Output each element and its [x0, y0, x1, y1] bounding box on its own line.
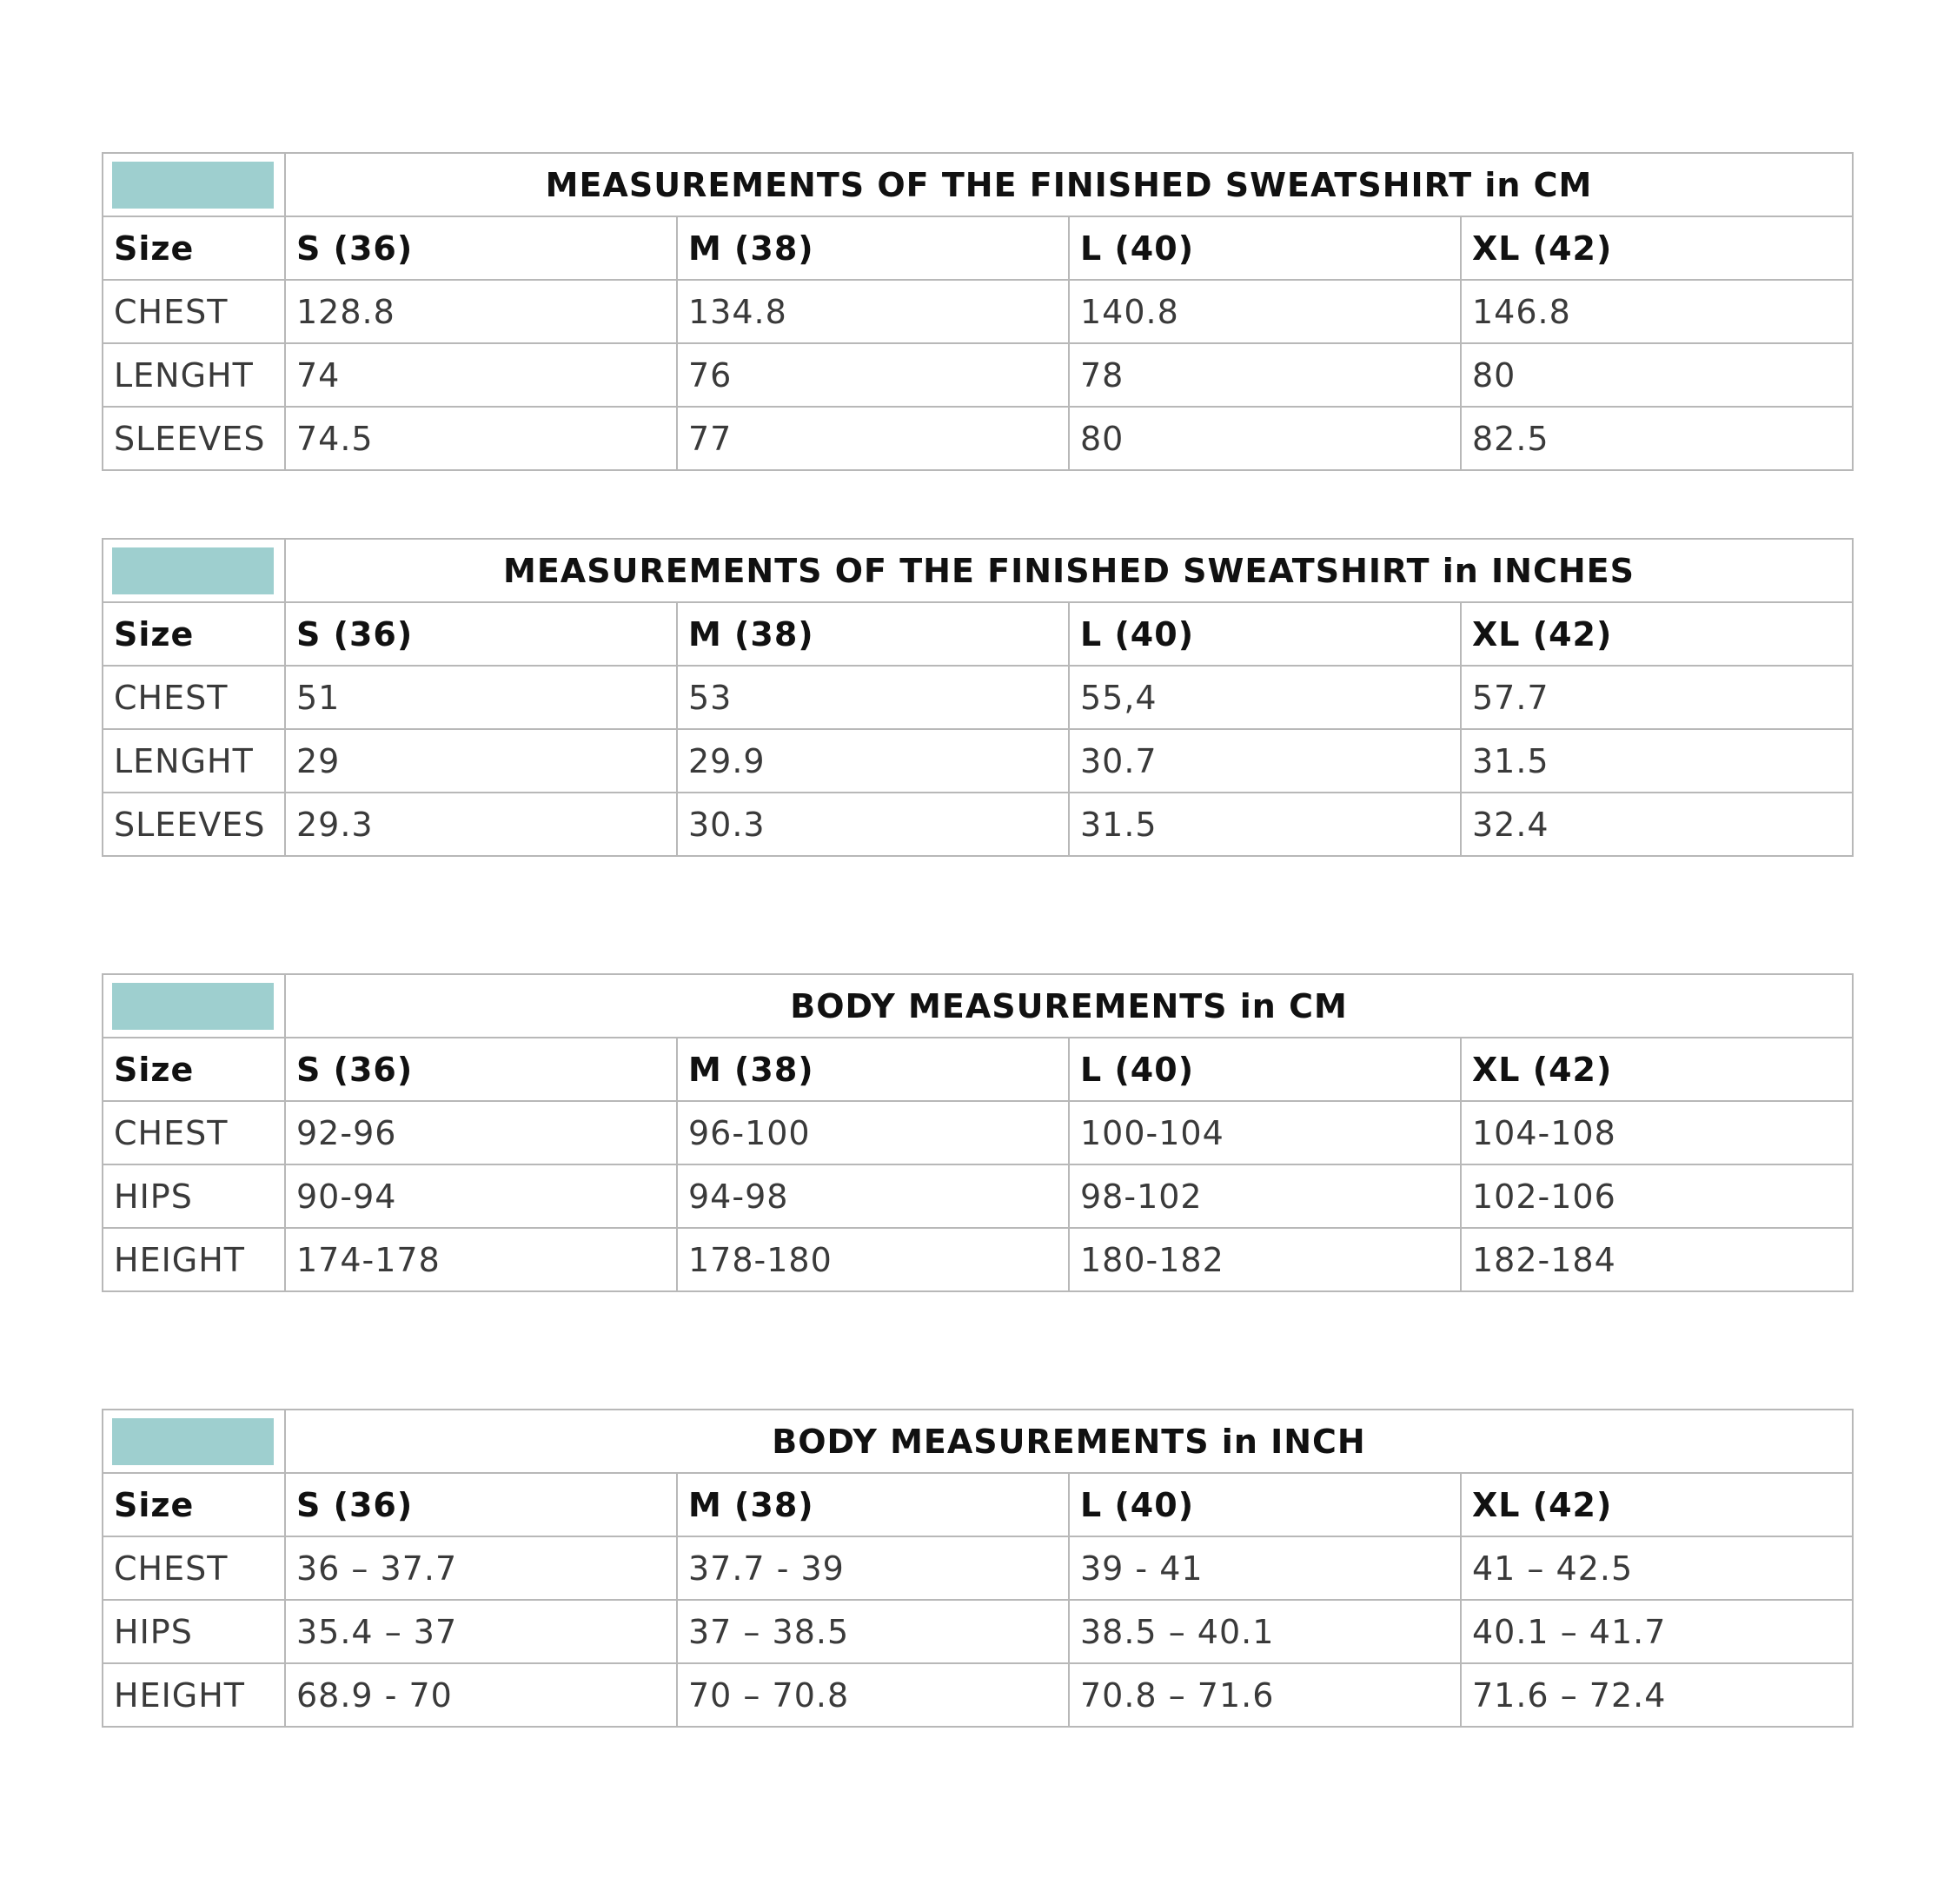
table-row: [103, 343, 1853, 407]
row-label: HEIGHT: [103, 1663, 285, 1727]
size-column-header: XL (42): [1461, 216, 1853, 280]
table-row: [103, 1101, 1853, 1164]
measurement-value: 94-98: [677, 1164, 1069, 1228]
measurement-value: 38.5 – 40.1: [1069, 1600, 1461, 1663]
measurement-value: 40.1 – 41.7: [1461, 1600, 1853, 1663]
swatch-cell: [103, 153, 285, 216]
measurement-value: 57.7: [1461, 666, 1853, 729]
swatch-cell: [103, 539, 285, 602]
measurement-table: [102, 538, 1854, 857]
measurement-value: 180-182: [1069, 1228, 1461, 1291]
measurement-table: [102, 1409, 1854, 1728]
measurement-value: 51: [285, 666, 677, 729]
row-label: CHEST: [103, 1101, 285, 1164]
measurement-value: 78: [1069, 343, 1461, 407]
measurement-value: 37.7 - 39: [677, 1536, 1069, 1600]
row-label: LENGHT: [103, 343, 285, 407]
swatch-cell: [103, 1410, 285, 1473]
measurement-value: 82.5: [1461, 407, 1853, 470]
measurement-value: 96-100: [677, 1101, 1069, 1164]
swatch-cell: [103, 974, 285, 1038]
measurement-value: 31.5: [1069, 793, 1461, 856]
row-label: CHEST: [103, 280, 285, 343]
table-row: [103, 666, 1853, 729]
table-row: [103, 729, 1853, 793]
table-row: [103, 407, 1853, 470]
measurement-value: 71.6 – 72.4: [1461, 1663, 1853, 1727]
row-label: HIPS: [103, 1164, 285, 1228]
measurement-value: 32.4: [1461, 793, 1853, 856]
row-label: HIPS: [103, 1600, 285, 1663]
size-column-header: M (38): [677, 216, 1069, 280]
size-label: Size: [103, 1038, 285, 1101]
color-swatch: [112, 162, 274, 209]
measurement-value: 53: [677, 666, 1069, 729]
measurement-value: 146.8: [1461, 280, 1853, 343]
size-column-header: M (38): [677, 1038, 1069, 1101]
measurement-value: 80: [1069, 407, 1461, 470]
measurement-value: 174-178: [285, 1228, 677, 1291]
size-column-header: XL (42): [1461, 1473, 1853, 1536]
size-column-header: M (38): [677, 602, 1069, 666]
table-title-row: [103, 153, 1853, 216]
table-title: BODY MEASUREMENTS in CM: [285, 974, 1853, 1038]
table-title-row: [103, 974, 1853, 1038]
table-row: [103, 1536, 1853, 1600]
size-column-header: L (40): [1069, 602, 1461, 666]
size-column-header: S (36): [285, 1038, 677, 1101]
measurement-value: 182-184: [1461, 1228, 1853, 1291]
measurement-value: 102-106: [1461, 1164, 1853, 1228]
measurement-value: 55,4: [1069, 666, 1461, 729]
table-title: BODY MEASUREMENTS in INCH: [285, 1410, 1853, 1473]
measurement-value: 70.8 – 71.6: [1069, 1663, 1461, 1727]
measurement-value: 35.4 – 37: [285, 1600, 677, 1663]
size-header-row: [103, 216, 1853, 280]
measurement-value: 90-94: [285, 1164, 677, 1228]
measurement-value: 74.5: [285, 407, 677, 470]
row-label: HEIGHT: [103, 1228, 285, 1291]
measurement-value: 37 – 38.5: [677, 1600, 1069, 1663]
table-row: [103, 1600, 1853, 1663]
measurement-value: 29.9: [677, 729, 1069, 793]
measurement-value: 29: [285, 729, 677, 793]
measurement-value: 30.7: [1069, 729, 1461, 793]
size-column-header: L (40): [1069, 1038, 1461, 1101]
measurement-value: 100-104: [1069, 1101, 1461, 1164]
row-label: LENGHT: [103, 729, 285, 793]
measurement-value: 134.8: [677, 280, 1069, 343]
measurement-value: 98-102: [1069, 1164, 1461, 1228]
measurement-value: 74: [285, 343, 677, 407]
size-label: Size: [103, 216, 285, 280]
table-row: [103, 1164, 1853, 1228]
row-label: SLEEVES: [103, 793, 285, 856]
measurement-value: 36 – 37.7: [285, 1536, 677, 1600]
table-title: MEASUREMENTS OF THE FINISHED SWEATSHIRT in CM: [285, 153, 1853, 216]
size-column-header: XL (42): [1461, 602, 1853, 666]
measurement-table: [102, 973, 1854, 1292]
measurement-value: 68.9 - 70: [285, 1663, 677, 1727]
measurement-value: 128.8: [285, 280, 677, 343]
size-column-header: S (36): [285, 1473, 677, 1536]
table-title-row: [103, 539, 1853, 602]
measurement-value: 41 – 42.5: [1461, 1536, 1853, 1600]
size-column-header: S (36): [285, 216, 677, 280]
size-label: Size: [103, 1473, 285, 1536]
row-label: CHEST: [103, 666, 285, 729]
table-title: MEASUREMENTS OF THE FINISHED SWEATSHIRT in INCHES: [285, 539, 1853, 602]
size-column-header: S (36): [285, 602, 677, 666]
measurement-value: 39 - 41: [1069, 1536, 1461, 1600]
color-swatch: [112, 983, 274, 1030]
size-header-row: [103, 1473, 1853, 1536]
table-title-row: [103, 1410, 1853, 1473]
size-label: Size: [103, 602, 285, 666]
measurement-value: 76: [677, 343, 1069, 407]
size-column-header: XL (42): [1461, 1038, 1853, 1101]
table-row: [103, 1663, 1853, 1727]
table-row: [103, 1228, 1853, 1291]
table-row: [103, 280, 1853, 343]
size-header-row: [103, 602, 1853, 666]
size-column-header: M (38): [677, 1473, 1069, 1536]
size-column-header: L (40): [1069, 1473, 1461, 1536]
row-label: SLEEVES: [103, 407, 285, 470]
color-swatch: [112, 547, 274, 594]
measurement-value: 80: [1461, 343, 1853, 407]
table-row: [103, 793, 1853, 856]
color-swatch: [112, 1418, 274, 1465]
measurement-value: 70 – 70.8: [677, 1663, 1069, 1727]
measurement-value: 29.3: [285, 793, 677, 856]
measurement-value: 30.3: [677, 793, 1069, 856]
row-label: CHEST: [103, 1536, 285, 1600]
measurement-table: [102, 152, 1854, 471]
measurement-value: 92-96: [285, 1101, 677, 1164]
size-header-row: [103, 1038, 1853, 1101]
measurement-value: 31.5: [1461, 729, 1853, 793]
measurement-value: 178-180: [677, 1228, 1069, 1291]
measurement-value: 77: [677, 407, 1069, 470]
measurement-value: 104-108: [1461, 1101, 1853, 1164]
measurement-value: 140.8: [1069, 280, 1461, 343]
size-column-header: L (40): [1069, 216, 1461, 280]
